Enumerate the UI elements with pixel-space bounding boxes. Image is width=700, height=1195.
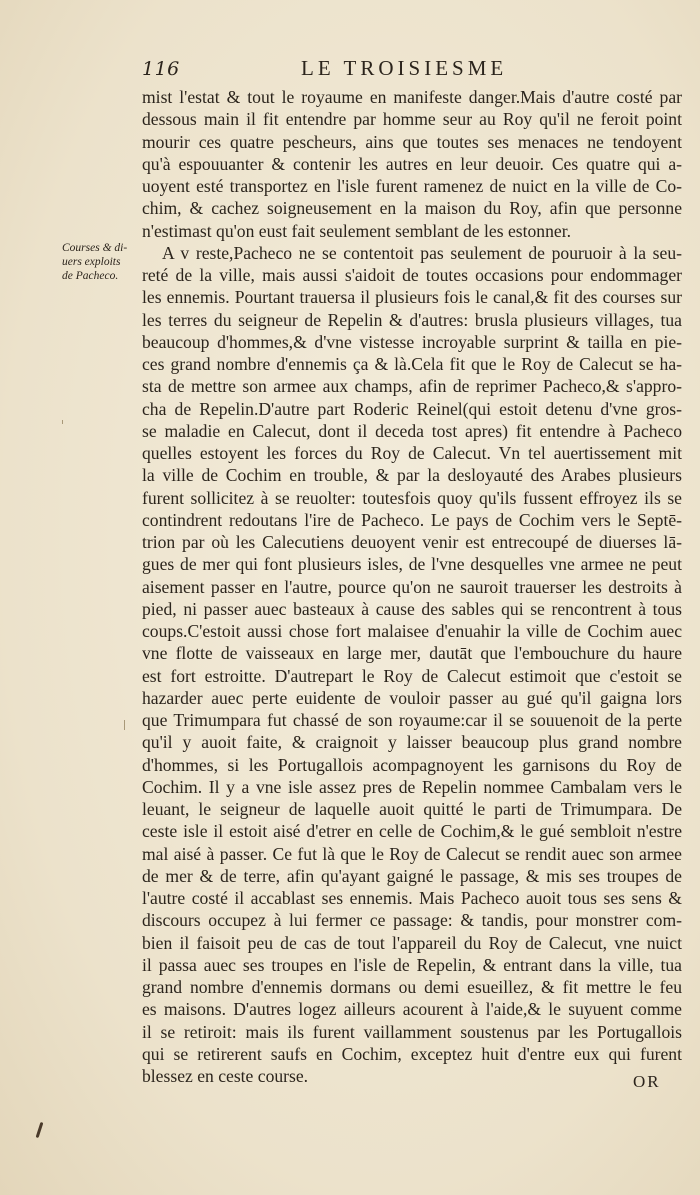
text-line: leuant, le seigneur de laquelle auoit quitté le parti de Trimumpara. De (142, 799, 682, 819)
text-line: contindrent redoutans l'ire de Pacheco. Le pays de Cochim vers le Septē- (142, 509, 682, 530)
text-line: il passa auec ses troupes en l'isle de Repelin, & entrant dans la ville, tua (142, 954, 682, 975)
text-line: discours occupez à lui fermer ce passage: & tandis, pour monstrer com- (142, 910, 682, 931)
catchword: OR (633, 1072, 661, 1091)
text-line: cha de Repelin.D'autre part Roderic Reinel(qui estoit detenu d'vne gros- (142, 398, 682, 419)
text-line: il se retiroit: mais ils furent vaillamment soustenus par les Portugallois (142, 1021, 682, 1042)
margin-tick (62, 420, 63, 424)
text-line: se maladie en Calecut, dont il deceda tost apres) fit entendre à Pacheco (142, 420, 682, 441)
marginal-note (62, 241, 142, 283)
text-line: l'autre costé il accablast ses ennemis. Mais Pacheco auoit tous ses sens & (142, 888, 682, 908)
text-line: sta de mettre son armee aux champs, afin de reprimer Pacheco,& s'appro- (142, 376, 682, 397)
running-title: LE TROISIESME (301, 56, 508, 80)
text-line: qu'à espouuanter & contenir les autres en leur deuoir. Ces quatre qui a- (142, 153, 682, 174)
text-line: les ennemis. Pourtant trauersa il plusieurs fois le canal,& fit des courses sur (142, 287, 682, 308)
text-line: grand nombre d'ennemis dormans ou demi esueillez, & fit mettre le feu (142, 977, 682, 997)
text-line: vne flotte de vaisseaux en large mer, dautāt que l'embouchure du haure (142, 643, 682, 664)
text-line: furent sollicitez à se reuolter: toutesfois quoy qu'ils fussent effroyez ils se (142, 487, 682, 508)
text-line: est fort estroitte. D'autrepart le Roy de Calecut estimoit que c'estoit se (142, 665, 682, 686)
text-line: chim, & cachez soigneusement en la maison du Roy, afin que personne (142, 198, 682, 219)
text-line: aisement passer en l'autre, pource qu'on ne sauroit trauerser les destroits à (142, 576, 682, 597)
text-line: ces grand nombre d'ennemis ça & là.Cela fit que le Roy de Calecut se ha- (142, 354, 682, 374)
text-line: dessous main il fit entendre par homme seur au Roy qu'il ne feroit point (142, 109, 682, 130)
text-line: mourir ces quatre pescheurs, ains que toutes ses menaces ne tendoyent (142, 131, 682, 152)
text-line: Cochim. Il y a vne isle assez pres de Repelin nommee Cambalam vers le (142, 776, 682, 797)
text-line: beaucoup d'hommes,& d'vne vistesse incroyable surprint & tailla en pie- (142, 331, 682, 352)
text-line: la ville de Cochim en trouble, & par la desloyauté des Arabes plusieurs (142, 465, 682, 486)
text-line: hazarder auec perte euidente de vouloir passer au gué qu'il gaigna lors (142, 687, 682, 708)
marginal-note-line: Courses & di- (62, 242, 128, 254)
text-line: A v reste,Pacheco ne se contentoit pas seulement de pouruoir à la seu- (162, 242, 682, 263)
page-number: 116 (142, 58, 180, 80)
marginal-note-line: de Pacheco. (62, 270, 119, 282)
text-line: n'estimast qu'on eust fait seulement semblant de les estonner. (142, 220, 571, 241)
text-line: blessez en ceste course. (142, 1066, 309, 1086)
text-line: quelles estoyent les forces du Roy de Calecut. Vn tel auertissement mit (142, 443, 682, 463)
text-line: de mer & de terre, afin qu'ayant gaigné le passage, & mis ses troupes de (142, 865, 682, 886)
text-line: trion par où les Calecutiens deuoyent venir est entrecoupé de diuerses lā- (142, 532, 682, 552)
text-line: ceste isle il estoit aisé d'etrer en celle de Cochim,& le gué sembloit n'estre (142, 821, 682, 842)
text-line: reté de la ville, mais aussi s'aidoit de toutes occasions pour endommager (142, 265, 682, 285)
margin-tick (124, 720, 125, 730)
text-line: bien il faisoit peu de cas de tout l'appareil du Roy de Calecut, vne nuict (142, 932, 682, 953)
text-line: les terres du seigneur de Repelin & d'autres: brusla plusieurs villages, tua (142, 309, 682, 330)
text-line: mist l'estat & tout le royaume en manifeste danger.Mais d'autre costé par (142, 87, 682, 107)
text-line: qui se retirerent saufs en Cochim, exceptez huit d'entre eux qui furent (142, 1043, 682, 1064)
body-text (142, 86, 682, 1087)
text-line: mal aisé à passer. Ce fut là que le Roy de Calecut se rendit auec son armee (142, 843, 682, 864)
text-line: gues de mer qui font plusieurs isles, de l'vne desquelles vne armee ne peut (142, 554, 682, 575)
text-line: qu'il y auoit faite, & craignoit y laisser beaucoup plus grand nombre (142, 732, 682, 753)
text-line: que Trimumpara fut chassé de son royaume:car il se souuenoit de la perte (142, 710, 682, 730)
text-line: pied, ni passer auec basteaux à cause des sables qui se rencontrent à tous (142, 598, 682, 619)
ink-blot-mark (36, 1122, 44, 1138)
marginal-note-line: uers exploits (62, 256, 121, 268)
text-line: coups.C'estoit aussi chose fort malaisee d'enuahir la ville de Cochim auec (142, 621, 682, 641)
text-line: uoyent esté transportez en l'isle furent ramenez de nuict en la ville de Co- (142, 176, 682, 196)
text-line: es maisons. D'autres logez ailleurs acourent à l'aide,& le suyuent comme (142, 999, 682, 1020)
text-line: d'hommes, si les Portugallois acompagnoyent les garnisons du Roy de (142, 754, 682, 775)
